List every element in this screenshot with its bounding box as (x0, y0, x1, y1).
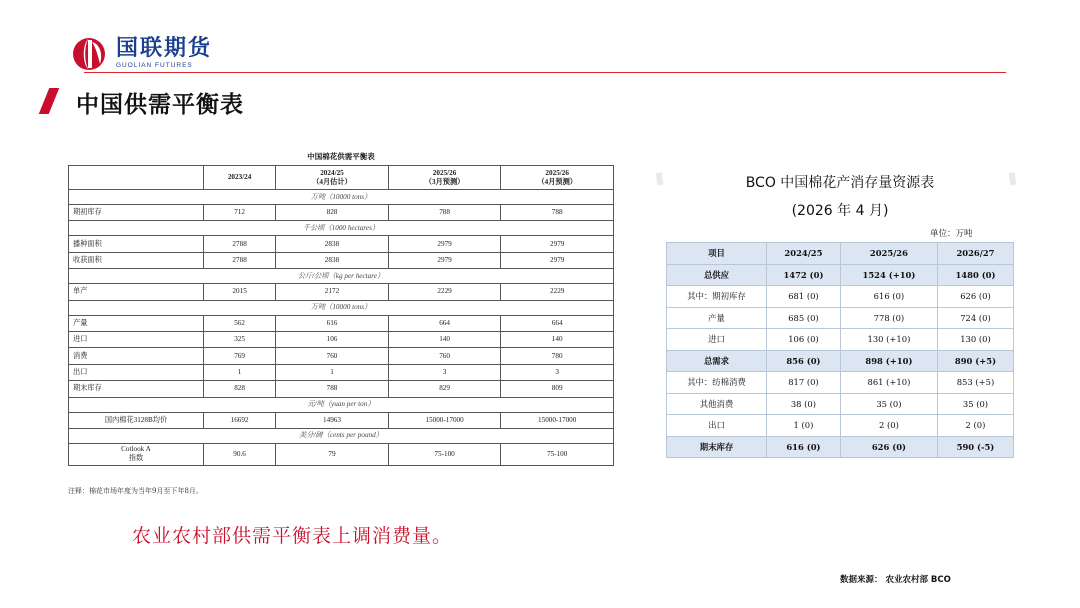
table-row (69, 348, 614, 364)
right-table-title: BCO 中国棉花产消存量资源表 (745, 175, 935, 191)
right-table-subtitle: (2026 年 4 月) (791, 203, 889, 219)
unit-row (69, 300, 614, 315)
table-cell: 75-100 (501, 443, 614, 465)
table-cell: 产量 (667, 307, 767, 329)
unit-row (69, 428, 614, 443)
unit-row (69, 397, 614, 412)
table-cell: 3 (501, 364, 614, 380)
table-row (69, 412, 614, 428)
table-cell: 788 (388, 205, 501, 221)
table-cell: 1 (276, 364, 389, 380)
table-row (667, 436, 1014, 458)
table-cell: 2979 (388, 252, 501, 268)
table-cell: 期末库存 (667, 436, 767, 458)
table-row (69, 236, 614, 252)
table-cell: 79 (276, 443, 389, 465)
table-cell: 788 (276, 381, 389, 397)
conclusion-text: 农业农村部供需平衡表上调消费量。 (132, 525, 453, 547)
watermark: ▮ (653, 167, 666, 188)
table-cell: 期末库存 (69, 381, 204, 397)
table-cell: 140 (501, 331, 614, 347)
table-cell: 2788 (204, 236, 276, 252)
table-cell: 国内棉花3128B均价 (69, 412, 204, 428)
table-cell: 769 (204, 348, 276, 364)
table-cell: 2979 (501, 252, 614, 268)
table-cell: 万吨（10000 tons） (69, 300, 614, 315)
guolian-logo-icon (70, 34, 108, 72)
table-row (69, 331, 614, 347)
table-cell: 898 (+10) (840, 350, 937, 372)
table-cell: 140 (388, 331, 501, 347)
table-row (667, 286, 1014, 308)
table-cell: 2 (0) (840, 415, 937, 437)
table-cell: 16692 (204, 412, 276, 428)
table-cell: 817 (0) (767, 372, 841, 394)
table-cell: 1 (204, 364, 276, 380)
table-cell: 其中：期初库存 (667, 286, 767, 308)
table-cell: 616 (0) (767, 436, 841, 458)
right-table-unit: 单位：万吨 (930, 229, 973, 239)
table-cell: 1524 (+10) (840, 264, 937, 286)
table-row (69, 252, 614, 268)
data-source: 数据来源： 农业农村部 BCO (840, 575, 951, 585)
table-cell: 1480 (0) (937, 264, 1013, 286)
table-cell: 590 (-5) (937, 436, 1013, 458)
table-cell: 2838 (276, 236, 389, 252)
table-cell: 778 (0) (840, 307, 937, 329)
table-cell: 616 (276, 315, 389, 331)
table-cell: 626 (0) (840, 436, 937, 458)
table-cell: 75-100 (388, 443, 501, 465)
table-header-row (667, 243, 1014, 265)
table-cell: 616 (0) (840, 286, 937, 308)
table-cell: 562 (204, 315, 276, 331)
table-row (69, 381, 614, 397)
table-cell: 130 (0) (937, 329, 1013, 351)
brand-logo (70, 34, 212, 72)
table-row (667, 372, 1014, 394)
table-cell: 2025/26 (840, 243, 937, 265)
table-cell: 2015 (204, 284, 276, 300)
table-cell: 千公顷（1000 hectares） (69, 221, 614, 236)
table-cell: 760 (388, 348, 501, 364)
table-cell: 2838 (276, 252, 389, 268)
table-cell: 130 (+10) (840, 329, 937, 351)
table-cell: 3 (388, 364, 501, 380)
table-cell: 856 (0) (767, 350, 841, 372)
table-cell: 其中：纺棉消费 (667, 372, 767, 394)
table-cell: 2172 (276, 284, 389, 300)
table-cell: 2024/25 (767, 243, 841, 265)
table-cell: 单产 (69, 284, 204, 300)
table-row (69, 364, 614, 380)
table-cell: 收获面积 (69, 252, 204, 268)
table-cell: 播种面积 (69, 236, 204, 252)
table-cell: 724 (0) (937, 307, 1013, 329)
table-cell: Cotlook A 指数 (69, 443, 204, 465)
table-cell: 总需求 (667, 350, 767, 372)
unit-row (69, 269, 614, 284)
watermark: ▮ (1006, 167, 1019, 188)
table-row (69, 315, 614, 331)
table-cell: 2979 (388, 236, 501, 252)
table-cell: 664 (501, 315, 614, 331)
table-cell: 35 (0) (937, 393, 1013, 415)
table-cell: 公斤/公顷（kg per hectare） (69, 269, 614, 284)
table-cell: 14963 (276, 412, 389, 428)
table-cell: 626 (0) (937, 286, 1013, 308)
china-cotton-balance-table (68, 165, 614, 466)
table-cell: 其他消费 (667, 393, 767, 415)
table-cell: 1472 (0) (767, 264, 841, 286)
table-cell: 2788 (204, 252, 276, 268)
bco-cotton-resource-table (666, 242, 1014, 458)
table-cell: 853 (+5) (937, 372, 1013, 394)
table-cell: 325 (204, 331, 276, 347)
table-cell: 760 (276, 348, 389, 364)
table-cell: 期初库存 (69, 205, 204, 221)
logo-name-cn: 国联期货 (116, 35, 213, 61)
table-cell: 828 (204, 381, 276, 397)
table-cell: 1 (0) (767, 415, 841, 437)
table-cell: 进口 (667, 329, 767, 351)
table-cell: 2229 (388, 284, 501, 300)
header-cell: 2023/24 (204, 166, 276, 190)
table-cell: 712 (204, 205, 276, 221)
table-cell: 829 (388, 381, 501, 397)
header-cell: 2025/26 （3月预测） (388, 166, 501, 190)
table-cell: 2 (0) (937, 415, 1013, 437)
table-header-row (69, 166, 614, 190)
table-row (69, 284, 614, 300)
table-cell: 809 (501, 381, 614, 397)
header-cell (69, 166, 204, 190)
table-cell: 出口 (69, 364, 204, 380)
table-row (667, 264, 1014, 286)
table-row (667, 329, 1014, 351)
page-title: 中国供需平衡表 (76, 92, 244, 118)
table-cell: 681 (0) (767, 286, 841, 308)
table-cell: 2979 (501, 236, 614, 252)
table-cell: 15000-17000 (388, 412, 501, 428)
logo-name-en: GUOLIAN FUTURES (116, 61, 193, 69)
table-row (667, 393, 1014, 415)
table-cell: 685 (0) (767, 307, 841, 329)
table-cell: 项目 (667, 243, 767, 265)
table-cell: 106 (276, 331, 389, 347)
table-row (667, 307, 1014, 329)
header-divider (84, 72, 1006, 73)
table-cell: 2026/27 (937, 243, 1013, 265)
table-footnote: 注释：棉花市场年度为当年9月至下年8月。 (68, 487, 203, 495)
table-cell: 2229 (501, 284, 614, 300)
unit-row (69, 190, 614, 205)
table-cell: 828 (276, 205, 389, 221)
table-row (69, 443, 614, 465)
table-cell: 万吨（10000 tons） (69, 190, 614, 205)
table-cell: 产量 (69, 315, 204, 331)
table-cell: 780 (501, 348, 614, 364)
table-cell: 消费 (69, 348, 204, 364)
table-cell: 106 (0) (767, 329, 841, 351)
table-cell: 861 (+10) (840, 372, 937, 394)
table-cell: 664 (388, 315, 501, 331)
table-cell: 38 (0) (767, 393, 841, 415)
table-cell: 总供应 (667, 264, 767, 286)
header-cell: 2025/26 （4月预测） (501, 166, 614, 190)
table-cell: 90.6 (204, 443, 276, 465)
table-row (667, 415, 1014, 437)
table-cell: 元/吨（yuan per ton） (69, 397, 614, 412)
left-table-title: 中国棉花供需平衡表 (307, 152, 375, 161)
title-accent-bar (39, 88, 60, 114)
table-cell: 美分/磅（cents per pound） (69, 428, 614, 443)
header-cell: 2024/25 （4月估计） (276, 166, 389, 190)
table-cell: 15000-17000 (501, 412, 614, 428)
table-row (667, 350, 1014, 372)
table-cell: 进口 (69, 331, 204, 347)
table-cell: 出口 (667, 415, 767, 437)
table-cell: 788 (501, 205, 614, 221)
unit-row (69, 221, 614, 236)
table-cell: 890 (+5) (937, 350, 1013, 372)
table-row (69, 205, 614, 221)
table-cell: 35 (0) (840, 393, 937, 415)
